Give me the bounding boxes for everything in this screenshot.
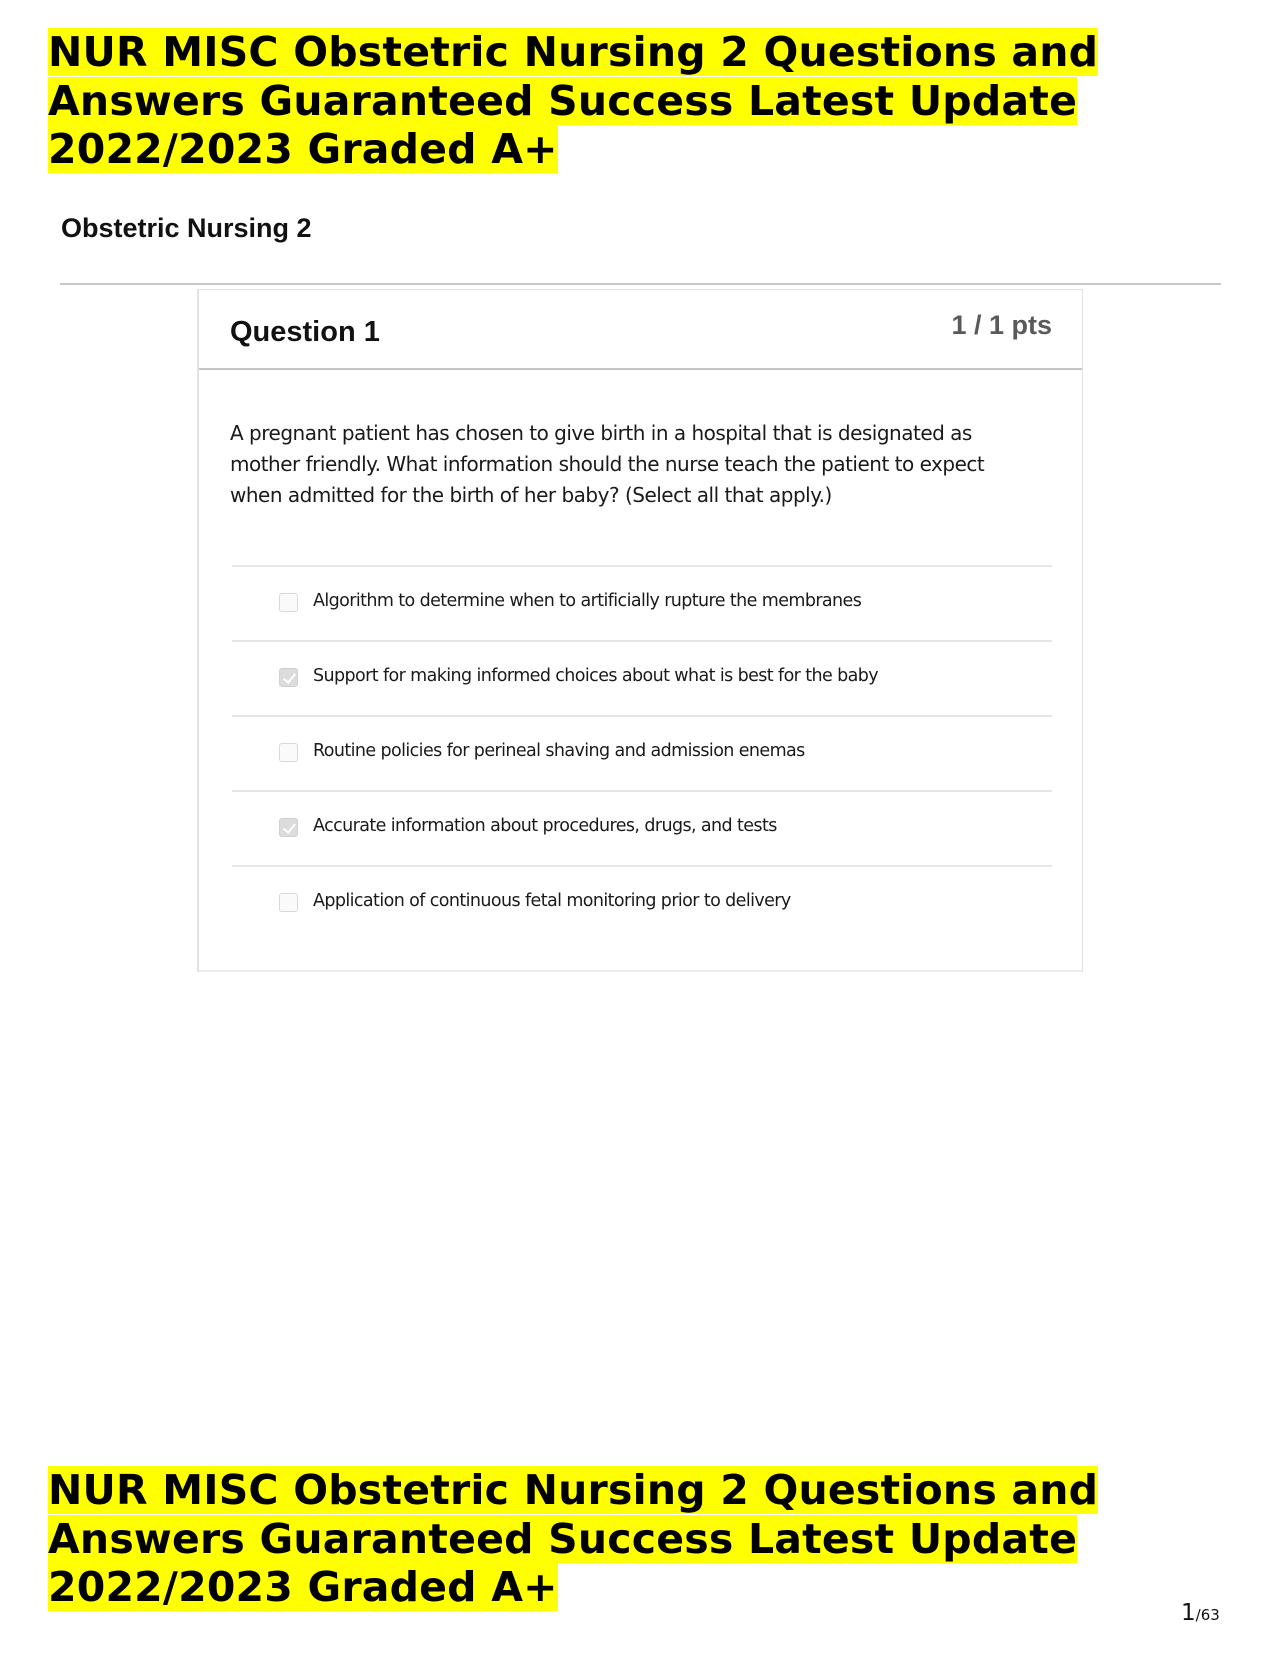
answer-option[interactable] — [232, 865, 1052, 940]
page-number — [1181, 1600, 1220, 1626]
checkbox-unchecked-icon[interactable] — [279, 893, 298, 912]
answer-label: Support for making informed choices about what is best for the baby — [313, 666, 879, 686]
question-card — [197, 289, 1083, 972]
answer-list — [232, 565, 1052, 940]
section-heading: Obstetric Nursing 2 — [61, 213, 312, 243]
checkbox-checked-icon[interactable] — [279, 668, 298, 687]
page-current: 1 — [1181, 1600, 1196, 1626]
checkbox-checked-icon[interactable] — [279, 818, 298, 837]
horizontal-divider — [60, 283, 1221, 285]
answer-label: Accurate information about procedures, drugs, and tests — [313, 816, 777, 836]
answer-label: Algorithm to determine when to artificially rupture the membranes — [313, 591, 862, 611]
question-text: A pregnant patient has chosen to give birth in a hospital that is designated as mother friendly. What information should the nurse teach the patient to expect when admitted for the birth of her baby? (Select all that apply.) — [230, 421, 985, 507]
footer-document-title — [48, 1466, 1188, 1612]
question-title: Question 1 — [230, 316, 380, 348]
title-highlight: NUR MISC Obstetric Nursing 2 Questions and Answers Guaranteed Success Latest Update 2022/2023 Graded A+ — [48, 28, 1099, 173]
page-total: /63 — [1195, 1606, 1220, 1624]
answer-label: Routine policies for perineal shaving and admission enemas — [313, 741, 805, 761]
answer-option[interactable] — [232, 715, 1052, 790]
checkbox-unchecked-icon[interactable] — [279, 593, 298, 612]
checkbox-unchecked-icon[interactable] — [279, 743, 298, 762]
answer-option[interactable] — [232, 565, 1052, 640]
question-header — [199, 290, 1082, 370]
answer-label: Application of continuous fetal monitoring prior to delivery — [313, 891, 791, 911]
answer-option[interactable] — [232, 640, 1052, 715]
question-points: 1 / 1 pts — [951, 310, 1052, 340]
answer-option[interactable] — [232, 790, 1052, 865]
title-highlight: NUR MISC Obstetric Nursing 2 Questions and Answers Guaranteed Success Latest Update 2022/2023 Graded A+ — [48, 1466, 1099, 1611]
document-title — [48, 28, 1188, 174]
